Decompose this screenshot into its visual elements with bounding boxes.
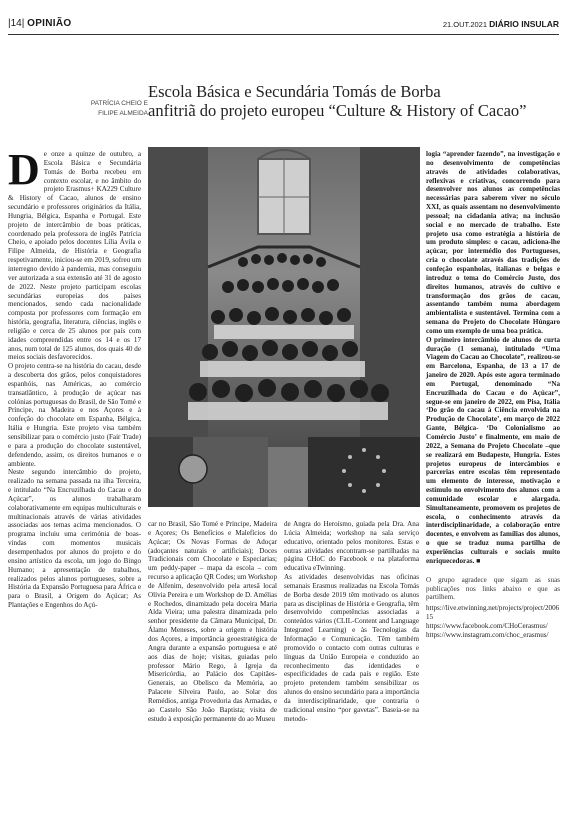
author-line-1: PATRÍCIA CHEIO E [90, 100, 148, 107]
facebook-link[interactable]: https://www.facebook.com/CHoCerasmus/ [426, 621, 548, 630]
article-column-1 [8, 145, 141, 610]
title-line-1: Escola Básica e Secundária Tomás de Borba [148, 82, 441, 101]
byline [78, 99, 148, 119]
instagram-link[interactable]: https://www.instagram.com/choc_erasmus/ [426, 630, 549, 639]
column-4-paragraph-2 [426, 336, 560, 566]
article-column-2 [148, 520, 277, 723]
article-column-4 [426, 150, 560, 640]
page-number: |14| [8, 18, 25, 29]
page-header [8, 18, 559, 35]
article-column-3 [284, 520, 419, 723]
column-1-paragraph-3: Neste segundo intercâmbio do projeto, realizado na semana passada na ilha Terceira, e intitulado “Na Encruzilhada do Cacau e do Açúcar”, os alunos trabalharam colaborativamente em equipas multiculturais e multinacionais através de várias atividades associadas aos temas acima mencionados. O programa incluiu uma cerimónia de boas-vindas com momentos musicais desempenhados por alunos do projeto e do ensino artístico da escola, um jogo do Bingo Humano; a apresentação de trabalhos, realizados pelos alunos portugueses, sobre a História da Expansão Portuguesa para África e para o Brasil, a Origem do Açúcar; As Plantações e Engenhos do Açú- [8, 468, 141, 610]
col1-p1-text: e onze a quinze de outubro, a Escola Básica e Secundária Tomás de Borba recebeu em contexto escolar, e no âmbito do projeto Erasmus+ KA229 Culture & History of Cacao, alunos de ensino secundário e professores originários da Itália, Hungria, Bélgica, Espanha e Portugal. Este projeto de intercâmbio de boas práticas, coordenado pela professora de inglês Patrícia Cheio, e apoiado pelos docentes Lília Ávila e Filipe Almeida, de História e Geografia respetivamente, iniciou-se em 2019, sofreu um interregno devido à pandemia, mas conseguiu ver autorizada a sua extensão até 31 de agosto de 2022. Neste projeto participam escolas secundárias europeias dos países mencionados, sendo cada nacionalidade composta por professores com formação em história, geografia, literatura, ciências, inglês e religião e cerca de 25 alunos por país com idades compreendidas entre os 14 e os 17 anos, num total de 125 alunos, dos quais 40 de meios sociais desfavorecidos. [8, 150, 141, 362]
author-line-2: FILIPE ALMEIDA [98, 110, 148, 117]
column-2-paragraph-1: car no Brasil, São Tomé e Príncipe, Madeira e Açores; Os Benefícios e Malefícios do Açúcar; Os Novas Formas de Adoçar (adoçantes naturais e artificiais); Doces Tradicionais com Chocolate e Especiarias; um peddy-paper – mapa da escola – com recurso a aplicação QR Codes; um Workshop de Alfenim, desenvolvido pela artesã local Olívia Pereira e um Workshop de D. Amélias e Rochedos, dinamizado pela doceira Maria Alda Vieira; uma palestra dinamizada pelo senhor presidente da Câmara Municipal, Dr. Álamo Meneses, sobre a origem e história dos Açores, a importância geoestratégica de Angra durante a expansão portuguesa e até aos dias de hoje; visitas, guiadas pelo professor Mário Rego, à Igreja da Misericórdia, ao Palácio dos Capitães-Generais, ao Obelisco da Memória, ao Palacete Silveira Paulo, ao Solar dos Remédios, antiga Provedoria das Armadas, e ao Castelo São João Baptista; visita de estudo à exposição permanente do ao Museu [148, 520, 277, 723]
header-left [8, 18, 71, 29]
article-photo [148, 147, 420, 507]
publication-name: DIÁRIO INSULAR [489, 19, 559, 29]
column-1-paragraph-1 [8, 145, 141, 362]
column-4-paragraph-3: O grupo agradece que sigam as suas publicações nos links abaixo e que as partilhem. [426, 575, 560, 602]
column-1-paragraph-2: O projeto centra-se na história do cacau, desde a descoberta dos grãos, pelos conquistadores espanhóis, nas Américas, ao comércio transatlântico, à produção de açúcar nas colónias portuguesas do Brasil, de São Tomé e Príncipe, na Madeira e nos Açores e à confeção do chocolate em Espanha, Bélgica, Itália e Hungria. Este projeto visa também sensibilizar para o comércio justo (Fair Trade) e para a produção do chocolate sustentável, defendendo, assim, os direitos humanos e o ambiente. [8, 362, 141, 468]
column-3-paragraph-2: As atividades desenvolvidas nas oficinas semanais Erasmus realizadas na Escola Tomás de Borba desde 2019 têm motivado os alunos para as disciplinas de História e Geografia, têm desenvolvido competências associadas a conteúdos vários (CLIL-Content and Language Integrated Learning) e às Tecnologias da Informação e Comunicação. Têm também promovido o contacto com outras culturas e línguas da União Europeia e conduzido ao reconhecimento das identidades e especificidades de cada país e região. Este projeto pretendem também sensibilizar os alunos do ensino secundário para a importância da interdisciplinaridade, que contraria o tradicional ensino “por gavetas”. Baseia-se na metodo- [284, 573, 419, 723]
column-4-paragraph-1: logia “aprender fazendo”, na investigação e no desenvolvimento de competências através de atividades colaborativas, reflexivas e criativas, concorrendo para desenvolver nos alunos as competências necessárias para saberem viver no século XXI, as quais assentam no desenvolvimento pessoal; na cidadania ativa; na inclusão social e no mercado de trabalho. Este projeto usa como estratégia a história de um produto simples: o cacau, adiciona-lhe açúcar, por intermédio dos Portugueses, cria o chocolate através das tradições de confeção espanholas, italianas e belgas e introduz o tema do Comércio Justo, dos direitos humanos, através do cultivo e transformação dos grãos de cacau, assentando também numa abordagem ambientalista e sustentável. Termina com a semana do Projeto do Chocolate Húngaro como um exemplo de uma boa prática. [426, 150, 560, 335]
group-photo-image [148, 147, 420, 507]
link-list [426, 604, 560, 639]
etwinning-link[interactable]: https://live.etwinning.net/projects/project/200615 [426, 604, 560, 622]
title-line-2: anfitriã do projeto europeu “Culture & History of Cacao” [148, 101, 527, 120]
end-of-article-mark: ■ [476, 556, 481, 565]
col4-p2-text: O primeiro intercâmbio de alunos de curta duração (1 semana), intitulado “Uma Viagem do Cacau ao Chocolate”, realizou-se em Barcelona, Espanha, de 13 a 17 de janeiro de 2020. Após este agora terminado em Portugal, denominado “Na Encruzilhada do Cacau e do Açúcar”, segue-se em janeiro de 2022, em Pisa, Itália ‘Do grão do cacau à Ciência envolvida na Produção de Chocolate’, em março de 2022 Gante, Bélgica- ‘Do Colonialismo ao Comércio Justo’ e finalmente, em maio de 2022, a Semana do Projeto Chocolate –que se realizará em Budapeste, Hungria. Estes projetos europeus de intercâmbios e parcerias entre escolas têm representado um elemento de interesse, motivação e estímulo no envolvimento dos alunos com a comunidade escolar e alargada. Simultaneamente, promovem os projetos de escola, o conhecimento através da interdisciplinaridade, a colaboração entre docentes, e envolvem as famílias dos alunos, o que se traduz numa partilha de experiências culturais e sociais muito enriquecedoras. [426, 335, 560, 565]
section-name: OPINIÃO [27, 18, 72, 29]
article-title [148, 82, 548, 120]
issue-date: 21.OUT.2021 [442, 20, 488, 29]
drop-cap: D [8, 145, 40, 194]
column-3-paragraph-1: de Angra do Heroísmo, guiada pela Dra. Ana Lúcia Almeida; workshop na sala serviço educativo, orientado pelos monitores. Estas e outras atividades encontram-se partilhadas na página CHoC do Facebook e na plataforma educativa eTwinning. [284, 520, 419, 573]
header-right [443, 19, 559, 29]
